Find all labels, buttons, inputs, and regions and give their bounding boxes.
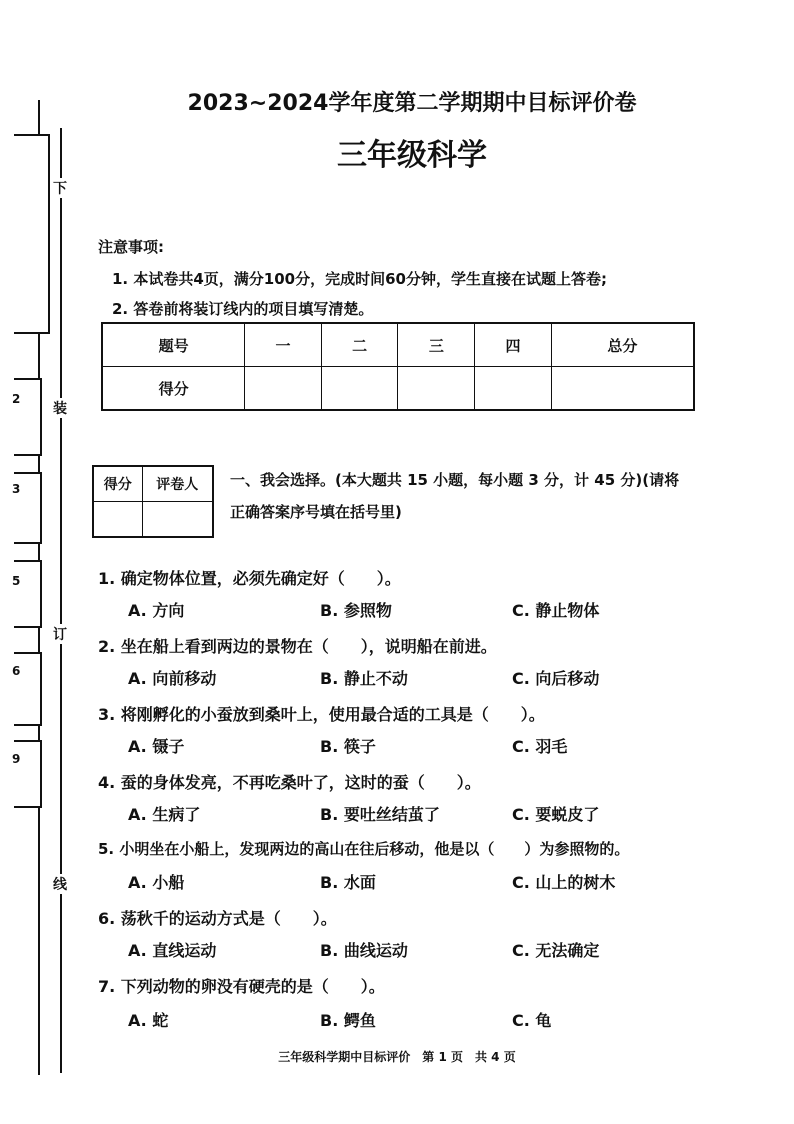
question-option[interactable]: B. 要吐丝结茧了 (320, 805, 440, 824)
question-option[interactable]: A. 镊子 (128, 737, 185, 756)
score-header: 总分 (551, 323, 694, 367)
score-cell[interactable] (245, 367, 322, 411)
edge-mark: 3 (12, 482, 21, 496)
question-stem: 4. 蚕的身体发亮，不再吃桑叶了，这时的蚕（ ）。 (98, 773, 481, 792)
score-header: 二 (321, 323, 398, 367)
binding-box-3 (14, 560, 42, 628)
grader-header-score: 得分 (93, 466, 142, 502)
score-row-label: 得分 (102, 367, 245, 411)
question-stem: 6. 荡秋千的运动方式是（ ）。 (98, 909, 337, 928)
question-option[interactable]: C. 静止物体 (512, 601, 600, 620)
notes-item-2: 2. 答卷前将装订线内的项目填写清楚。 (112, 300, 374, 318)
edge-mark: 2 (12, 392, 21, 406)
score-cell[interactable] (321, 367, 398, 411)
question-stem: 3. 将刚孵化的小蚕放到桑叶上，使用最合适的工具是（ ）。 (98, 705, 545, 724)
question-stem: 7. 下列动物的卵没有硬壳的是（ ）。 (98, 977, 385, 996)
binding-char-ding: 订 (53, 624, 67, 644)
question-option[interactable]: A. 蛇 (128, 1011, 169, 1030)
question-option[interactable]: A. 小船 (128, 873, 185, 892)
subject-title: 三年级科学 (337, 138, 487, 173)
section1-heading-line1: 一、我会选择。(本大题共 15 小题，每小题 3 分，计 45 分)(请将 (230, 471, 680, 489)
question-option[interactable]: A. 直线运动 (128, 941, 217, 960)
score-header: 题号 (102, 323, 245, 367)
question-option[interactable]: B. 曲线运动 (320, 941, 408, 960)
edge-mark: 5 (12, 574, 21, 588)
binding-box-1 (14, 378, 42, 456)
binding-char-xian: 线 (53, 874, 67, 894)
score-cell[interactable] (475, 367, 552, 411)
notes-heading: 注意事项: (98, 238, 164, 256)
question-option[interactable]: B. 水面 (320, 873, 376, 892)
question-option[interactable]: A. 方向 (128, 601, 185, 620)
edge-mark: 6 (12, 664, 21, 678)
section1-heading (230, 464, 750, 528)
question-option[interactable]: A. 向前移动 (128, 669, 217, 688)
question-option[interactable]: B. 静止不动 (320, 669, 408, 688)
binding-line-inner (60, 128, 62, 1073)
score-cell[interactable] (398, 367, 475, 411)
score-header: 四 (475, 323, 552, 367)
score-header: 一 (245, 323, 322, 367)
question-option[interactable]: B. 鳄鱼 (320, 1011, 376, 1030)
question-option[interactable]: C. 龟 (512, 1011, 552, 1030)
question-option[interactable]: C. 向后移动 (512, 669, 600, 688)
question-option[interactable]: C. 要蜕皮了 (512, 805, 600, 824)
binding-box-5 (14, 740, 42, 808)
question-option[interactable]: C. 无法确定 (512, 941, 600, 960)
grader-table (92, 465, 214, 538)
page-footer: 三年级科学期中目标评价 第 1 页 共 4 页 (278, 1050, 516, 1064)
notes-item-1: 1. 本试卷共4页，满分100分，完成时间60分钟，学生直接在试题上答卷; (112, 270, 607, 288)
grader-header-grader: 评卷人 (142, 466, 213, 502)
grader-cell[interactable] (142, 502, 213, 538)
question-option[interactable]: B. 参照物 (320, 601, 392, 620)
score-table (101, 322, 695, 411)
grader-cell[interactable] (93, 502, 142, 538)
question-option[interactable]: B. 筷子 (320, 737, 376, 756)
exam-title: 2023~2024学年度第二学期期中目标评价卷 (187, 91, 637, 116)
section1-heading-line2: 正确答案序号填在括号里) (230, 503, 402, 521)
question-stem: 1. 确定物体位置，必须先确定好（ ）。 (98, 569, 401, 588)
binding-char-zhuang: 装 (53, 398, 67, 418)
question-option[interactable]: A. 生病了 (128, 805, 201, 824)
question-stem: 2. 坐在船上看到两边的景物在（ ），说明船在前进。 (98, 637, 497, 656)
question-stem: 5. 小明坐在小船上，发现两边的高山在往后移动，他是以（ ）为参照物的。 (98, 840, 630, 858)
question-option[interactable]: C. 羽毛 (512, 737, 568, 756)
binding-char-xia: 下 (53, 178, 67, 198)
edge-mark: 9 (12, 752, 21, 766)
score-cell[interactable] (551, 367, 694, 411)
score-header: 三 (398, 323, 475, 367)
question-option[interactable]: C. 山上的树木 (512, 873, 616, 892)
